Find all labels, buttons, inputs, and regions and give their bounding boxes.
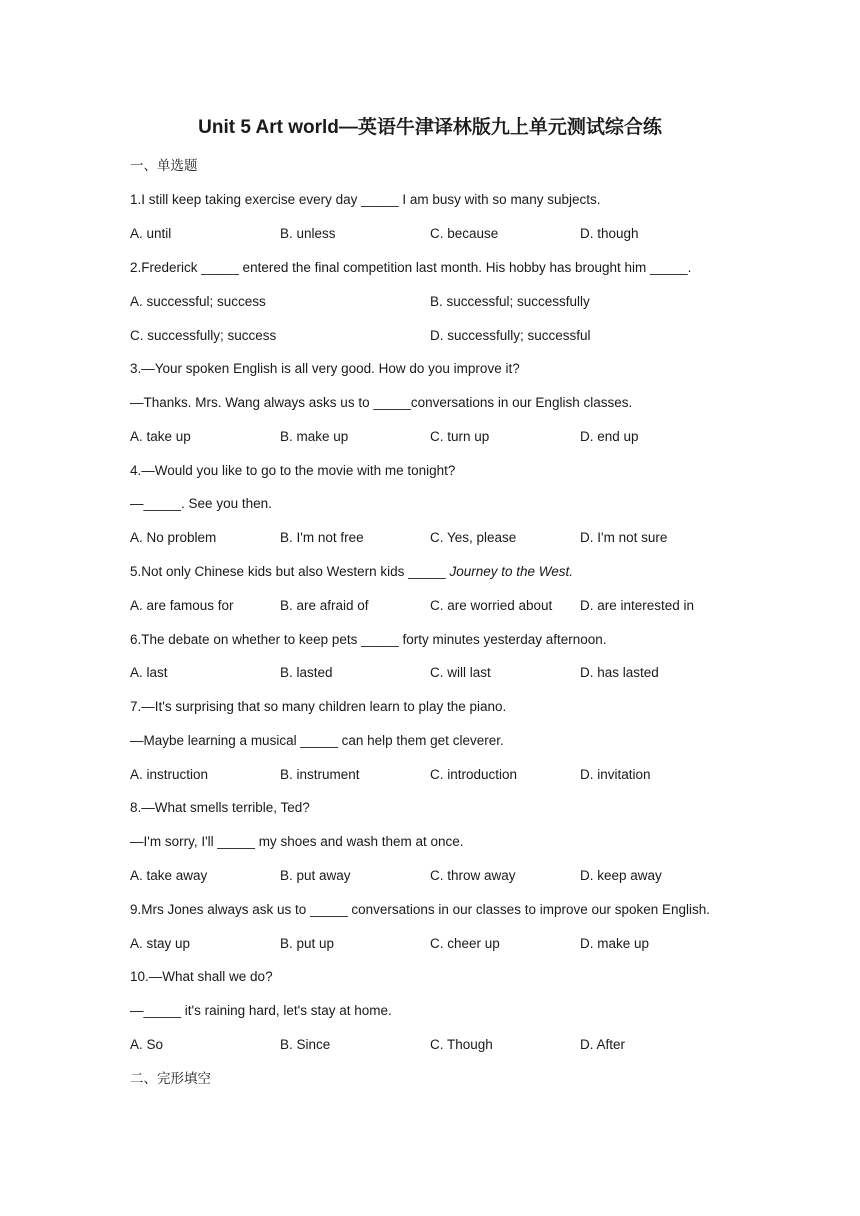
question-4-stem-line-2: —_____. See you then. xyxy=(130,496,272,511)
question-4-option-b: B. I'm not free xyxy=(280,530,364,545)
question-6-option-a: A. last xyxy=(130,665,168,680)
question-2-stem: 2.Frederick _____ entered the final competition last month. His hobby has brought him _____. xyxy=(130,260,692,275)
question-8-option-a: A. take away xyxy=(130,868,208,883)
question-10-option-c: C. Though xyxy=(430,1037,493,1052)
question-8-option-b: B. put away xyxy=(280,868,351,883)
question-8-option-d: D. keep away xyxy=(580,868,662,883)
question-4-option-a: A. No problem xyxy=(130,530,217,545)
document-title: Unit 5 Art world—英语牛津译林版九上单元测试综合练 xyxy=(198,117,662,138)
question-5-stem-text: 5.Not only Chinese kids but also Western kids _____ xyxy=(130,564,450,579)
question-10-stem-line-2: —_____ it's raining hard, let's stay at home. xyxy=(130,1003,392,1018)
question-8-stem-line-1: 8.—What smells terrible, Ted? xyxy=(130,800,310,815)
question-5-option-c: C. are worried about xyxy=(430,598,553,613)
question-5-option-a: A. are famous for xyxy=(130,598,234,613)
question-7-option-a: A. instruction xyxy=(130,767,209,782)
question-9-option-a: A. stay up xyxy=(130,936,191,951)
question-8-option-c: C. throw away xyxy=(430,868,516,883)
question-10-option-d: D. After xyxy=(580,1037,626,1052)
question-9-option-d: D. make up xyxy=(580,936,650,951)
question-3-stem-line-2: —Thanks. Mrs. Wang always asks us to _____conversations in our English classes. xyxy=(130,395,633,410)
question-4-stem-line-1: 4.—Would you like to go to the movie with me tonight? xyxy=(130,463,456,478)
question-6-option-b: B. lasted xyxy=(280,665,333,680)
question-1-option-c: C. because xyxy=(430,226,499,241)
question-10-stem-line-1: 10.—What shall we do? xyxy=(130,969,273,984)
question-7-stem-line-1: 7.—It's surprising that so many children learn to play the piano. xyxy=(130,699,507,714)
question-3-option-a: A. take up xyxy=(130,429,191,444)
question-2-option-a: A. successful; success xyxy=(130,294,266,309)
question-1-option-a: A. until xyxy=(130,226,172,241)
question-7-stem-line-2: —Maybe learning a musical _____ can help them get cleverer. xyxy=(130,733,504,748)
question-5-option-b: B. are afraid of xyxy=(280,598,369,613)
question-7-option-b: B. instrument xyxy=(280,767,360,782)
question-10-option-a: A. So xyxy=(130,1037,164,1052)
question-4-option-d: D. I'm not sure xyxy=(580,530,668,545)
question-2-option-d: D. successfully; successful xyxy=(430,328,591,343)
question-9-option-b: B. put up xyxy=(280,936,335,951)
question-1-stem: 1.I still keep taking exercise every day _____ I am busy with so many subjects. xyxy=(130,192,601,207)
question-7-option-c: C. introduction xyxy=(430,767,518,782)
question-1-option-d: D. though xyxy=(580,226,639,241)
question-7-option-d: D. invitation xyxy=(580,767,651,782)
question-5-stem xyxy=(130,562,573,582)
question-1-option-b: B. unless xyxy=(280,226,336,241)
section-heading-single-choice: 一、单选题 xyxy=(130,158,198,173)
question-2-option-c: C. successfully; success xyxy=(130,328,277,343)
question-5-option-d: D. are interested in xyxy=(580,598,695,613)
question-6-option-d: D. has lasted xyxy=(580,665,659,680)
question-3-option-b: B. make up xyxy=(280,429,349,444)
section-heading-cloze: 二、完形填空 xyxy=(130,1071,211,1086)
question-3-option-c: C. turn up xyxy=(430,429,490,444)
question-8-stem-line-2: —I'm sorry, I'll _____ my shoes and wash them at once. xyxy=(130,834,464,849)
question-3-stem-line-1: 3.—Your spoken English is all very good. How do you improve it? xyxy=(130,361,520,376)
question-9-stem: 9.Mrs Jones always ask us to _____ conversations in our classes to improve our spoken English. xyxy=(130,902,711,917)
question-5-stem-book-title: Journey to the West. xyxy=(449,564,574,579)
question-6-stem: 6.The debate on whether to keep pets _____ forty minutes yesterday afternoon. xyxy=(130,632,607,647)
question-4-option-c: C. Yes, please xyxy=(430,530,517,545)
question-6-option-c: C. will last xyxy=(430,665,491,680)
question-9-option-c: C. cheer up xyxy=(430,936,500,951)
question-3-option-d: D. end up xyxy=(580,429,639,444)
question-10-option-b: B. Since xyxy=(280,1037,331,1052)
question-2-option-b: B. successful; successfully xyxy=(430,294,590,309)
